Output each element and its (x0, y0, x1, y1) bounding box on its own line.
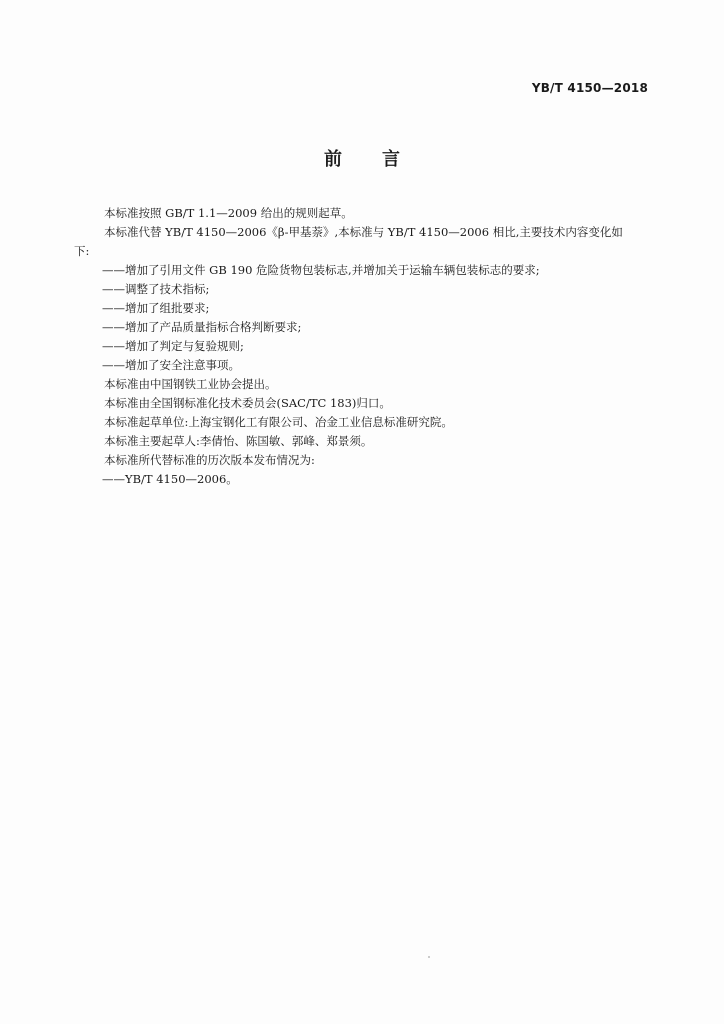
paragraph-centralized-by: 本标准由全国钢标准化技术委员会(SAC/TC 183)归口。 (104, 396, 391, 410)
change-item: ——增加了引用文件 GB 190 危险货物包装标志,并增加关于运输车辆包装标志的要求; (102, 263, 540, 277)
paragraph-drafting-units: 本标准起草单位:上海宝钢化工有限公司、冶金工业信息标准研究院。 (104, 415, 453, 429)
paragraph-replacement-line1: 本标准代替 YB/T 4150—2006《β-甲基萘》,本标准与 YB/T 4150—2006 相比,主要技术内容变化如 (104, 225, 623, 239)
change-item: ——增加了判定与复验规则; (102, 339, 244, 353)
scan-speck (428, 956, 430, 958)
change-item: ——增加了产品质量指标合格判断要求; (102, 320, 302, 334)
foreword-body (74, 204, 660, 489)
change-item: ——调整了技术指标; (102, 282, 210, 296)
paragraph-replacement-line2: 下: (74, 244, 90, 258)
change-item: ——增加了组批要求; (102, 301, 210, 315)
paragraph-history-intro: 本标准所代替标准的历次版本发布情况为: (104, 453, 315, 467)
page-title: 前言 (324, 149, 440, 170)
paragraph-drafting-rules: 本标准按照 GB/T 1.1—2009 给出的规则起草。 (104, 206, 353, 220)
paragraph-proposed-by: 本标准由中国钢铁工业协会提出。 (104, 377, 277, 391)
history-item: ——YB/T 4150—2006。 (102, 472, 238, 486)
standard-code: YB/T 4150—2018 (531, 81, 648, 95)
change-item: ——增加了安全注意事项。 (102, 358, 240, 372)
paragraph-drafters: 本标准主要起草人:李倩怡、陈国敏、郭峰、郑景须。 (104, 434, 373, 448)
